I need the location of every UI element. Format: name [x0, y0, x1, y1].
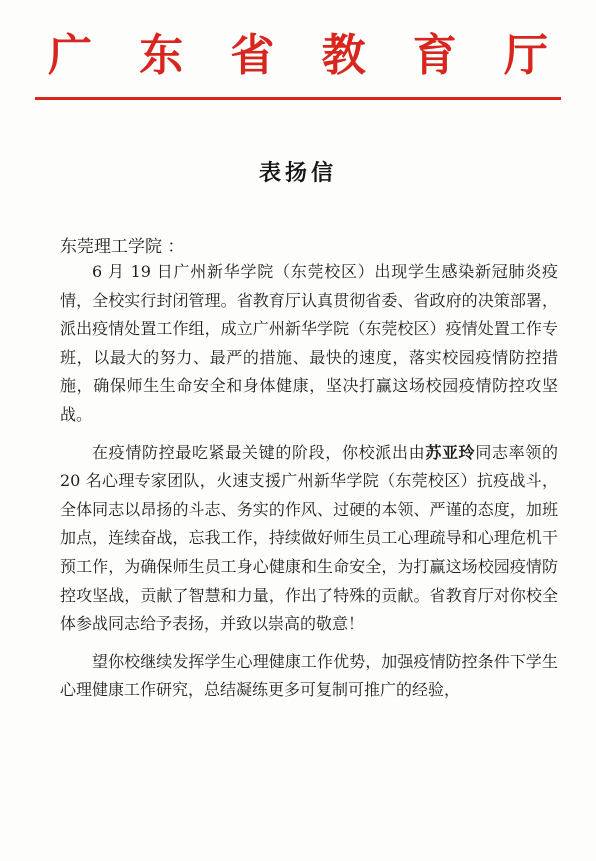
paragraph-1: 6 月 19 日广州新华学院（东莞校区）出现学生感染新冠肺炎疫情，全校实行封闭管理。省教育厅认真贯彻省委、省政府的决策部署，派出疫情处置工作组，成立广州新华学院（东莞校区）疫情处置工作专班，以最大的努力、最严的措施、最快的速度，落实校园疫情防控措施，确保师生生命安全和身体健康，坚决打赢这场校园疫情防控攻坚战。	[60, 262, 558, 424]
paragraph-2	[60, 439, 558, 639]
letter-body	[60, 258, 558, 705]
team-leader-name: 苏亚玲	[425, 442, 476, 462]
letterhead-char: 育	[412, 30, 457, 81]
letterhead-char: 厅	[503, 30, 548, 81]
paragraph-2-before: 在疫情防控最吃紧最关键的阶段，你校派出由	[92, 442, 426, 462]
paragraph-3: 望你校继续发挥学生心理健康工作优势，加强疫情防控条件下学生心理健康工作研究，总结凝练更多可复制可推广的经验，	[60, 651, 558, 700]
issuer-letterhead	[40, 26, 556, 86]
salutation: 东莞理工学院 ：	[60, 237, 185, 257]
paragraph-2-after: 同志率领的 20 名心理专家团队，火速支援广州新华学院（东莞校区）抗疫战斗，全体同志以昂扬的斗志、务实的作风、过硬的本领、严谨的态度，加班加点，连续奋战，忘我工作，持续做好师生员工心理疏导和心理危机干预工作，为确保师生员工身心健康和生命安全，为打赢这场校园疫情防控攻坚战，贡献了智慧和力量，作出了特殊的贡献。省教育厅对你校全体参战同志给予表扬，并致以崇高的敬意！	[60, 442, 558, 634]
letter-title: 表扬信	[258, 160, 337, 186]
letterhead-char: 东	[139, 30, 184, 81]
letterhead-char: 省	[230, 30, 275, 81]
letterhead-char: 教	[321, 30, 366, 81]
letterhead-char: 广	[48, 30, 92, 81]
letterhead-divider	[35, 97, 561, 100]
